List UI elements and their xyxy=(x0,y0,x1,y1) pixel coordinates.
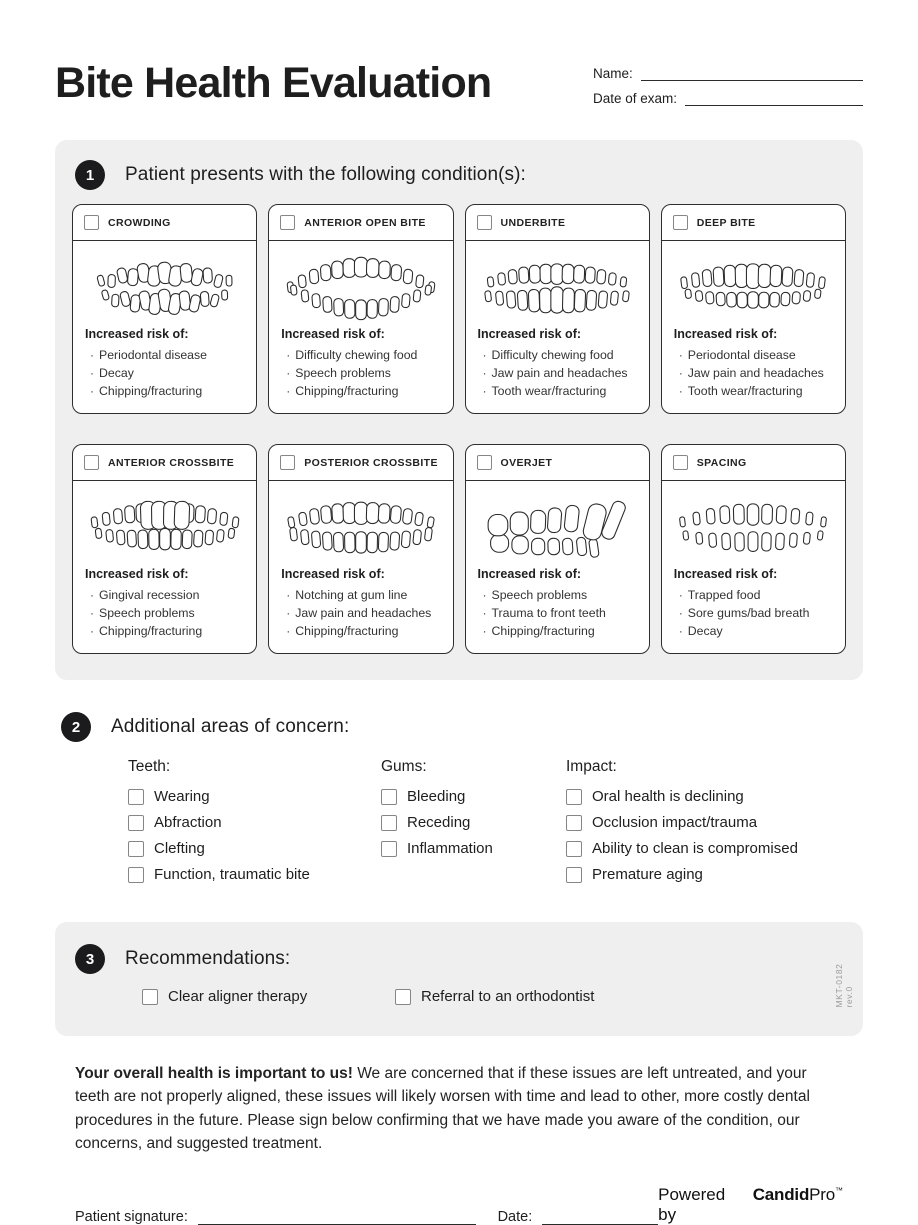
concern-label: Clefting xyxy=(154,840,205,857)
risk-item-text: Trapped food xyxy=(687,588,761,602)
condition-card xyxy=(661,204,846,414)
bullet-dot: · xyxy=(678,588,683,602)
risk-heading: Increased risk of: xyxy=(477,327,582,341)
concern-checkbox[interactable] xyxy=(566,815,582,831)
concern-group-label: Teeth: xyxy=(128,758,171,775)
teeth-crowding-illustration xyxy=(83,249,247,323)
doc-code-vertical: MKT-0182 rev.0 xyxy=(834,963,854,1008)
condition-checkbox[interactable] xyxy=(84,455,99,470)
recommendations-row xyxy=(142,988,846,1014)
concern-checkbox[interactable] xyxy=(566,841,582,857)
section-1-badge: 1 xyxy=(75,160,105,190)
risk-list xyxy=(478,346,637,400)
bullet-dot: · xyxy=(89,624,95,638)
bullet-dot: · xyxy=(678,348,683,362)
concern-checkbox[interactable] xyxy=(566,867,582,883)
concern-item xyxy=(381,788,566,805)
concern-label: Oral health is declining xyxy=(592,788,744,805)
risk-item-text: Jaw pain and headaches xyxy=(295,606,432,620)
condition-label: ANTERIOR CROSSBITE xyxy=(108,456,235,469)
risk-item xyxy=(478,622,637,640)
concern-label: Receding xyxy=(407,814,471,831)
condition-checkbox[interactable] xyxy=(280,455,295,470)
teeth-underbite-illustration xyxy=(475,249,639,323)
bullet-dot: · xyxy=(89,348,95,362)
risk-item-text: Chipping/fracturing xyxy=(99,624,203,638)
conditions-grid xyxy=(72,204,846,654)
risk-item-text: Difficulty chewing food xyxy=(295,348,418,362)
concern-item xyxy=(566,814,863,831)
bullet-dot: · xyxy=(286,366,291,380)
risk-item xyxy=(478,346,637,364)
condition-card xyxy=(72,204,257,414)
risk-item-text: Decay xyxy=(99,366,134,380)
section-2-header xyxy=(61,712,863,742)
concern-groups xyxy=(128,758,863,892)
condition-label: OVERJET xyxy=(500,456,553,469)
concern-group xyxy=(381,758,566,892)
signature-date-label: Date: xyxy=(497,1209,533,1225)
teeth-overjet-illustration xyxy=(475,489,639,563)
concern-label: Function, traumatic bite xyxy=(154,866,310,883)
risk-item-text: Jaw pain and headaches xyxy=(687,366,824,380)
concern-group xyxy=(566,758,863,892)
risk-item-text: Tooth wear/fracturing xyxy=(687,384,803,398)
powered-by-text: Powered by xyxy=(658,1185,726,1224)
section-2-badge: 2 xyxy=(61,712,91,742)
condition-checkbox[interactable] xyxy=(280,215,295,230)
section-1-title: Patient presents with the following condition(s): xyxy=(125,164,526,185)
name-date-block xyxy=(593,52,863,116)
condition-card-header xyxy=(466,205,649,241)
name-field-line[interactable] xyxy=(641,66,863,81)
footer-paragraph xyxy=(75,1062,843,1155)
risk-item-text: Decay xyxy=(687,624,723,638)
concern-item xyxy=(566,866,863,883)
condition-label: DEEP BITE xyxy=(696,216,756,229)
concern-item xyxy=(381,840,566,857)
concern-group-label: Gums: xyxy=(381,758,427,775)
condition-label: ANTERIOR OPEN BITE xyxy=(304,216,426,229)
section-2-title: Additional areas of concern: xyxy=(111,716,350,737)
bullet-dot: · xyxy=(286,606,291,620)
risk-item-text: Periodontal disease xyxy=(99,348,208,362)
bullet-dot: · xyxy=(286,348,291,362)
risk-item-text: Chipping/fracturing xyxy=(491,624,595,638)
bullet-dot: · xyxy=(482,366,487,380)
concern-label: Bleeding xyxy=(407,788,466,805)
condition-label: UNDERBITE xyxy=(500,216,566,229)
bullet-dot: · xyxy=(482,588,487,602)
recommendation-item xyxy=(395,988,594,1005)
bullet-dot: · xyxy=(286,384,291,398)
concern-checkbox[interactable] xyxy=(128,841,144,857)
bullet-dot: · xyxy=(89,588,95,602)
risk-item xyxy=(674,604,833,622)
concern-group-items xyxy=(381,788,566,857)
brand-pro: Pro xyxy=(809,1185,835,1204)
concern-item xyxy=(128,814,381,831)
risk-block xyxy=(269,325,452,413)
risk-item xyxy=(85,622,244,640)
risk-item xyxy=(674,382,833,400)
date-of-exam-row xyxy=(593,91,863,106)
risk-item-text: Speech problems xyxy=(491,588,588,602)
bullet-dot: · xyxy=(89,384,95,398)
recommendation-item xyxy=(142,988,395,1005)
concern-checkbox[interactable] xyxy=(128,815,144,831)
risk-list xyxy=(281,586,440,640)
risk-heading: Increased risk of: xyxy=(281,327,385,341)
document-header xyxy=(55,52,863,116)
risk-item-text: Sore gums/bad breath xyxy=(687,606,810,620)
risk-item-text: Difficulty chewing food xyxy=(491,348,614,362)
condition-label: POSTERIOR CROSSBITE xyxy=(304,456,438,469)
concern-checkbox[interactable] xyxy=(381,841,397,857)
condition-checkbox[interactable] xyxy=(673,455,688,470)
recommendation-checkbox[interactable] xyxy=(395,989,411,1005)
name-field-row xyxy=(593,66,863,81)
recommendation-label: Clear aligner therapy xyxy=(168,988,308,1005)
bullet-dot: · xyxy=(482,606,487,620)
risk-item xyxy=(85,604,244,622)
concern-checkbox[interactable] xyxy=(381,815,397,831)
brand-candid: Candid xyxy=(752,1185,810,1204)
risk-item-text: Gingival recession xyxy=(99,588,200,602)
bullet-dot: · xyxy=(286,588,291,602)
risk-item xyxy=(281,382,440,400)
patient-signature-line[interactable] xyxy=(198,1211,476,1225)
risk-heading: Increased risk of: xyxy=(673,327,778,341)
concern-group-label: Impact: xyxy=(566,758,617,775)
risk-item xyxy=(281,364,440,382)
page-title: Bite Health Evaluation xyxy=(55,59,492,107)
risk-item-text: Chipping/fracturing xyxy=(295,384,399,398)
risk-item xyxy=(478,364,637,382)
concern-label: Premature aging xyxy=(592,866,703,883)
bullet-dot: · xyxy=(678,606,683,620)
concern-group xyxy=(128,758,381,892)
condition-card xyxy=(268,444,453,654)
patient-signature-label: Patient signature: xyxy=(75,1209,188,1225)
risk-item xyxy=(85,382,244,400)
risk-block xyxy=(269,565,452,653)
concern-item xyxy=(128,788,381,805)
condition-card xyxy=(661,444,846,654)
condition-checkbox[interactable] xyxy=(477,455,492,470)
risk-heading: Increased risk of: xyxy=(85,327,189,341)
risk-item-text: Tooth wear/fracturing xyxy=(491,384,607,398)
concern-checkbox[interactable] xyxy=(381,789,397,805)
risk-item xyxy=(478,382,637,400)
risk-list xyxy=(85,586,244,640)
risk-item xyxy=(281,604,440,622)
section-3-panel xyxy=(55,922,863,1036)
condition-card-header xyxy=(73,205,256,241)
bullet-dot: · xyxy=(678,624,683,638)
risk-block xyxy=(662,325,845,413)
condition-card xyxy=(465,444,650,654)
bullet-dot: · xyxy=(286,624,291,638)
risk-item-text: Chipping/fracturing xyxy=(295,624,399,638)
condition-checkbox[interactable] xyxy=(673,215,688,230)
condition-card-header xyxy=(269,205,452,241)
concern-item xyxy=(128,840,381,857)
risk-item xyxy=(281,622,440,640)
risk-item-text: Speech problems xyxy=(295,366,391,380)
bullet-dot: · xyxy=(678,384,683,398)
risk-item xyxy=(85,586,244,604)
section-3-header xyxy=(75,944,846,974)
concern-checkbox[interactable] xyxy=(566,789,582,805)
section-3-title: Recommendations: xyxy=(125,948,291,969)
risk-heading: Increased risk of: xyxy=(281,567,385,581)
bullet-dot: · xyxy=(482,384,487,398)
risk-item xyxy=(85,346,244,364)
risk-item-text: Trauma to front teeth xyxy=(491,606,606,620)
concern-label: Abfraction xyxy=(154,814,222,831)
risk-list xyxy=(674,586,833,640)
condition-card-header xyxy=(662,445,845,481)
date-of-exam-label: Date of exam: xyxy=(593,91,678,106)
risk-block xyxy=(73,325,256,413)
condition-card-header xyxy=(662,205,845,241)
concern-label: Inflammation xyxy=(407,840,493,857)
condition-card-header xyxy=(73,445,256,481)
condition-label: CROWDING xyxy=(108,216,171,229)
risk-item-text: Chipping/fracturing xyxy=(99,384,203,398)
teeth-deepbite-illustration xyxy=(671,249,835,323)
risk-item-text: Speech problems xyxy=(99,606,195,620)
risk-item xyxy=(674,346,833,364)
name-field-label: Name: xyxy=(593,66,633,81)
risk-block xyxy=(466,325,649,413)
bullet-dot: · xyxy=(89,606,95,620)
section-1-panel xyxy=(55,140,863,680)
concern-item xyxy=(128,866,381,883)
teeth-openbite-illustration xyxy=(279,249,443,323)
date-of-exam-line[interactable] xyxy=(685,91,863,106)
condition-card-header xyxy=(269,445,452,481)
teeth-spacing-illustration xyxy=(671,489,835,563)
bullet-dot: · xyxy=(678,366,683,380)
concern-checkbox[interactable] xyxy=(128,867,144,883)
concern-label: Ability to clean is compromised xyxy=(592,840,798,857)
concern-item xyxy=(381,814,566,831)
risk-item xyxy=(674,364,833,382)
recommendation-checkbox[interactable] xyxy=(142,989,158,1005)
risk-block xyxy=(466,565,649,653)
condition-card xyxy=(268,204,453,414)
risk-list xyxy=(281,346,440,400)
condition-checkbox[interactable] xyxy=(477,215,492,230)
risk-item xyxy=(85,364,244,382)
section-3-badge: 3 xyxy=(75,944,105,974)
condition-card xyxy=(465,204,650,414)
bullet-dot: · xyxy=(89,366,95,380)
risk-item xyxy=(674,622,833,640)
section-1-header xyxy=(75,160,846,190)
signature-row xyxy=(75,1185,843,1225)
risk-list xyxy=(85,346,244,400)
risk-item-text: Periodontal disease xyxy=(687,348,796,362)
footer-body: We are concerned that if these issues are left untreated, and your teeth are not properly aligned, these issues will likely worsen with time and lead to other, more costly dental procedures in the future. Please sign below confirming that we have made you aware of the condition, our concerns, and suggested treatment. xyxy=(75,1065,810,1152)
teeth-antcross-illustration xyxy=(83,489,247,563)
concern-label: Wearing xyxy=(154,788,210,805)
risk-item xyxy=(281,346,440,364)
risk-item-text: Jaw pain and headaches xyxy=(491,366,628,380)
concern-group-items xyxy=(128,788,381,883)
condition-card-header xyxy=(466,445,649,481)
concern-checkbox[interactable] xyxy=(128,789,144,805)
risk-block xyxy=(662,565,845,653)
risk-item xyxy=(674,586,833,604)
condition-card xyxy=(72,444,257,654)
risk-heading: Increased risk of: xyxy=(673,567,778,581)
section-2 xyxy=(55,712,863,892)
recommendation-label: Referral to an orthodontist xyxy=(421,988,595,1005)
risk-block xyxy=(73,565,256,653)
risk-heading: Increased risk of: xyxy=(85,567,189,581)
condition-checkbox[interactable] xyxy=(84,215,99,230)
risk-item xyxy=(478,604,637,622)
risk-list xyxy=(674,346,833,400)
risk-item xyxy=(281,586,440,604)
powered-by-logo xyxy=(658,1185,843,1225)
risk-item-text: Notching at gum line xyxy=(295,588,408,602)
bullet-dot: · xyxy=(482,348,487,362)
concern-item xyxy=(566,788,863,805)
risk-heading: Increased risk of: xyxy=(477,567,582,581)
risk-item xyxy=(478,586,637,604)
teeth-postcross-illustration xyxy=(279,489,443,563)
concern-item xyxy=(566,840,863,857)
signature-date-line[interactable] xyxy=(542,1211,658,1225)
trademark-symbol: ™ xyxy=(835,1186,843,1195)
concern-label: Occlusion impact/trauma xyxy=(592,814,758,831)
condition-label: SPACING xyxy=(696,456,747,469)
footer-lead: Your overall health is important to us! xyxy=(75,1065,353,1082)
risk-list xyxy=(478,586,637,640)
bullet-dot: · xyxy=(482,624,487,638)
concern-group-items xyxy=(566,788,863,883)
